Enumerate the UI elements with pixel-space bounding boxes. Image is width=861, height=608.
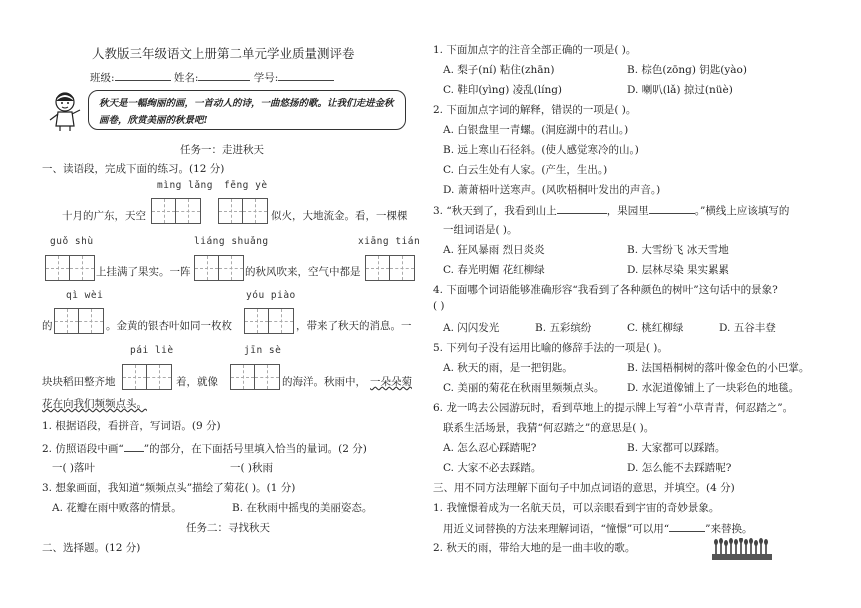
r-question-1-option-b[interactable]: B. 棕色(zōng) 钥匙(yào)	[627, 64, 747, 76]
r-question-4: 4. 下面哪个词语能够准确形容“我看到了各种颜色的树叶”这句话中的景象?	[433, 284, 778, 296]
page-title: 人教版三年级语文上册第二单元学业质量测评卷	[92, 46, 355, 61]
name-field[interactable]	[198, 69, 250, 81]
answer-grid-minglang[interactable]	[151, 198, 201, 224]
r-question-6: 6. 龙一鸣去公园游玩时，看到草地上的提示牌上写着“小草青青，何忍踏之”。	[433, 402, 794, 414]
question-2-fill-2[interactable]: 一( )秋雨	[230, 462, 274, 474]
paragraph-line4b: 着，就像	[176, 376, 218, 388]
pinyin-liangshuang: liáng shuǎng	[194, 236, 269, 247]
paragraph-line2b: 的秋风吹来，空气中都是	[245, 266, 361, 278]
r-question-1-option-a[interactable]: A. 梨子(ní) 粘住(zhān)	[443, 64, 555, 76]
r-question-3-cont: 一组词语是( )。	[443, 224, 518, 236]
harvest-field-illustration	[712, 538, 772, 562]
section3-heading: 三、用不同方法理解下面句子中加点词语的意思，并填空。(4 分)	[433, 482, 735, 494]
pinyin-jinse: jīn sè	[244, 345, 282, 356]
r-question-6-option-a[interactable]: A. 怎么忍心踩踏呢?	[443, 442, 537, 454]
r-question-5-option-c[interactable]: C. 美丽的菊花在秋雨里频频点头。	[443, 382, 605, 394]
s-question-1-fill: 用近义词替换的方法来理解词语，“憧憬”可以用“ ”来替换。	[443, 520, 752, 536]
answer-grid-youpiao[interactable]	[244, 308, 294, 334]
id-field[interactable]	[278, 69, 334, 81]
answer-grid-jinse[interactable]	[230, 364, 280, 390]
r-question-4-option-c[interactable]: C. 桃红柳绿	[627, 322, 684, 334]
question-1: 1. 根据语段，看拼音，写词语。(9 分)	[42, 420, 221, 432]
pinyin-guoshu: guǒ shù	[50, 236, 94, 247]
class-field[interactable]	[115, 69, 171, 81]
task2-heading: 任务二：寻找秋天	[186, 522, 270, 534]
paragraph-line3b: 。金黄的银杏叶如同一枚枚	[106, 320, 232, 332]
pinyin-minglang: mìng lǎng	[157, 180, 213, 191]
r-question-3-option-d[interactable]: D. 层林尽染 果实累累	[627, 264, 730, 276]
r-question-5-option-a[interactable]: A. 秋天的雨，是一把钥匙。	[443, 362, 573, 374]
r-question-2: 2. 下面加点字词的解释，错误的一项是( )。	[433, 104, 637, 116]
s-question-1: 1. 我憧憬着成为一名航天员，可以亲眼看到宇宙的奇妙景象。	[433, 502, 720, 514]
pinyin-fengye: fēng yè	[224, 180, 268, 191]
question-2: 2. 仿照语段中画“ ”的部分，在下面括号里填入恰当的量词。(2 分)	[42, 440, 367, 456]
r-question-5-option-d[interactable]: D. 水泥道像铺上了一块彩色的地毯。	[627, 382, 800, 394]
paragraph-wavy-phrase: 一朵朵菊	[370, 376, 412, 388]
answer-grid-pailie[interactable]	[122, 364, 172, 390]
task1-heading: 任务一：走进秋天	[180, 144, 264, 156]
r-question-5-option-b[interactable]: B. 法国梧桐树的落叶像金色的小巴掌。	[627, 362, 810, 374]
class-label: 班级:	[90, 72, 115, 84]
r-question-4-paren[interactable]: ( )	[433, 300, 445, 312]
question-3-option-b[interactable]: B. 在秋雨中摇曳的美丽姿态。	[232, 502, 373, 514]
r-question-3-option-b[interactable]: B. 大雪纷飞 冰天雪地	[627, 244, 729, 256]
answer-grid-xiangtian[interactable]	[365, 255, 415, 281]
paragraph-line1b: 似火，大地流金。看，一棵棵	[271, 210, 408, 222]
r-question-2-option-d[interactable]: D. 萧萧梧叶送寒声。(风吹梧桐叶发出的声音。)	[443, 184, 661, 196]
r-question-2-option-c[interactable]: C. 白云生处有人家。(产生，生出。)	[443, 164, 608, 176]
r-question-1: 1. 下面加点字的注音全部正确的一项是( )。	[433, 44, 637, 56]
r-question-1-option-d[interactable]: D. 喇叭(lǎ) 掠过(nüè)	[627, 84, 733, 96]
pinyin-qiwei: qì wèi	[66, 290, 104, 301]
answer-grid-liangshuang[interactable]	[194, 255, 244, 281]
answer-grid-guoshu[interactable]	[45, 255, 95, 281]
r-question-5: 5. 下列句子没有运用比喻的修辞手法的一项是( )。	[433, 342, 668, 354]
r-question-4-option-b[interactable]: B. 五彩缤纷	[535, 322, 592, 334]
pinyin-pailie: pái liè	[130, 345, 174, 356]
paragraph-line4a: 块块稻田整齐地	[42, 376, 116, 388]
student-info-row	[90, 69, 334, 85]
r-question-1-option-c[interactable]: C. 鞋印(yìng) 凌乱(líng)	[443, 84, 563, 96]
paragraph-line1a: 十月的广东，天空	[62, 210, 146, 222]
id-label: 学号:	[253, 72, 279, 84]
answer-grid-qiwei[interactable]	[54, 308, 104, 334]
r-question-6-option-b[interactable]: B. 大家都可以踩踏。	[627, 442, 726, 454]
question-3-option-a[interactable]: A. 花瓣在雨中败落的情景。	[52, 502, 182, 514]
pinyin-youpiao: yóu piào	[246, 290, 296, 301]
question-3: 3. 想象画面，我知道“频频点头”描绘了菊花( )。(1 分)	[42, 482, 296, 494]
r-question-6-option-c[interactable]: C. 大家不必去踩踏。	[443, 462, 542, 474]
r-question-6-option-d[interactable]: D. 怎么能不去踩踏呢?	[627, 462, 732, 474]
r-question-4-option-a[interactable]: A. 闪闪发光	[443, 322, 500, 334]
section1-heading: 一、读语段，完成下面的练习。(12 分)	[42, 163, 225, 175]
r-question-3: 3. “秋天到了，我看到山上 ，果园里 。”横线上应该填写的	[433, 202, 789, 218]
name-label: 姓名:	[173, 72, 199, 84]
intro-speech-bubble: 秋天是一幅绚丽的画，一首动人的诗，一曲悠扬的歌。让我们走进金秋画卷，欣赏美丽的秋景吧!	[88, 90, 406, 130]
r-question-2-option-a[interactable]: A. 白银盘里一青螺。(洞庭湖中的君山。)	[443, 124, 629, 136]
paragraph-line3c: ，带来了秋天的消息。一	[296, 320, 412, 332]
question-2-fill-1[interactable]: 一( )落叶	[52, 462, 96, 474]
paragraph-line3a: 的	[42, 320, 53, 332]
paragraph-line2a: 上挂满了果实。一阵	[96, 266, 191, 278]
r-question-4-option-d[interactable]: D. 五谷丰登	[719, 322, 776, 334]
section2-heading: 二、选择题。(12 分)	[42, 542, 141, 554]
child-illustration	[44, 90, 86, 132]
pinyin-xiangtian: xiāng tián	[358, 236, 421, 247]
r-question-6-cont: 联系生活场景，我猜“何忍踏之”的意思是( )。	[443, 422, 655, 434]
paragraph-line5: 花在向我们频频点头。	[42, 398, 147, 410]
r-question-3-option-c[interactable]: C. 春光明媚 花红柳绿	[443, 264, 545, 276]
paragraph-line4c: 的海洋。秋雨中，	[282, 376, 366, 388]
r-question-3-option-a[interactable]: A. 狂风暴雨 烈日炎炎	[443, 244, 545, 256]
answer-grid-fengye[interactable]	[218, 198, 268, 224]
s-question-2: 2. 秋天的雨，带给大地的是一曲丰收的歌。	[433, 542, 636, 554]
r-question-2-option-b[interactable]: B. 远上寒山石径斜。(使人感觉寒冷的山。)	[443, 144, 639, 156]
